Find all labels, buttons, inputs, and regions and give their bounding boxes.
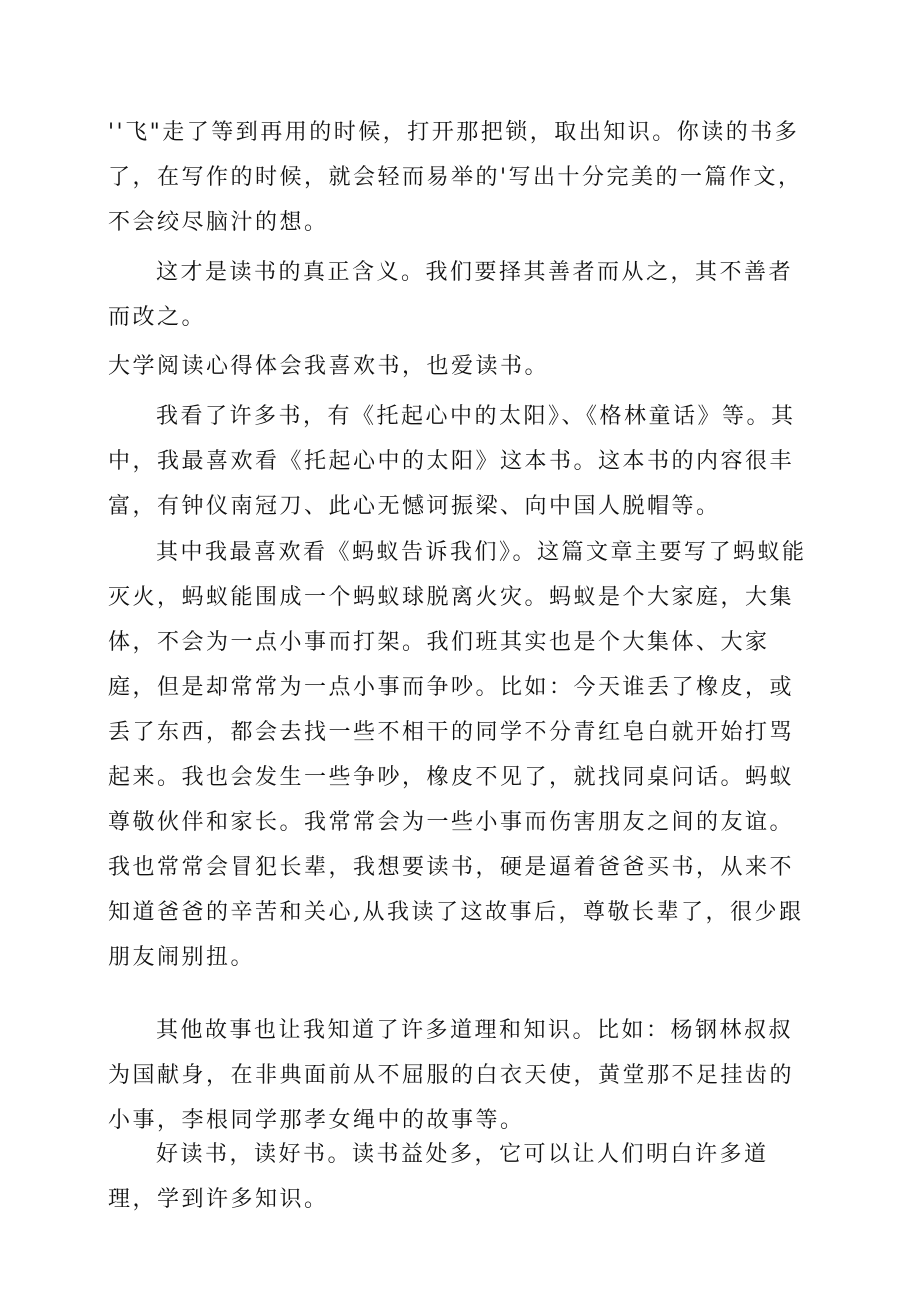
paragraph-2: 这才是读书的真正含义。我们要择其善者而从之，其不善者而改之。 (108, 260, 794, 330)
paragraph-6: 其他故事也让我知道了许多道理和知识。比如：杨钢林叔叔为国献身，在非典面前从不屈服的白衣天使，黄堂那不足挂齿的小事，李根同学那孝女绳中的故事等。 (108, 1018, 795, 1133)
paragraph-4: 我看了许多书，有《托起心中的太阳》、《格林童话》等。其中，我最喜欢看《托起心中的太阳》这本书。这本书的内容很丰富，有钟仪南冠刀、此心无憾诃振梁、向中国人脱帽等。 (108, 404, 796, 519)
paragraph-5: 其中我最喜欢看《蚂蚁告诉我们》。这篇文章主要写了蚂蚁能灭火，蚂蚁能围成一个蚂蚁球脱离火灾。蚂蚁是个大家庭，大集体，不会为一点小事而打架。我们班其实也是个大集体、大家庭，但是却常常为一点小事而争吵。比如：今天谁丢了橡皮，或丢了东西，都会去找一些不相干的同学不分青红皂白就开始打骂起来。我也会发生一些争吵，橡皮不见了，就找同桌问话。蚂蚁尊敬伙伴和家长。我常常会为一些小事而伤害朋友之间的友谊。我也常常会冒犯长辈，我想要读书，硬是逼着爸爸买书，从来不知道爸爸的辛苦和关心,从我读了这故事后，尊敬长辈了，很少跟朋友闹别扭。 (108, 540, 807, 970)
paragraph-1: ''飞"走了等到再用的时候，打开那把锁，取出知识。你读的书多了，在写作的时候，就会轻而易举的'写出十分完美的一篇作文，不会绞尽脑汁的想。 (108, 120, 803, 235)
paragraph-3: 大学阅读心得体会我喜欢书，也爱读书。 (108, 354, 550, 379)
paragraph-7: 好读书，读好书。读书益处多，它可以让人们明白许多道理，学到许多知识。 (108, 1142, 769, 1212)
